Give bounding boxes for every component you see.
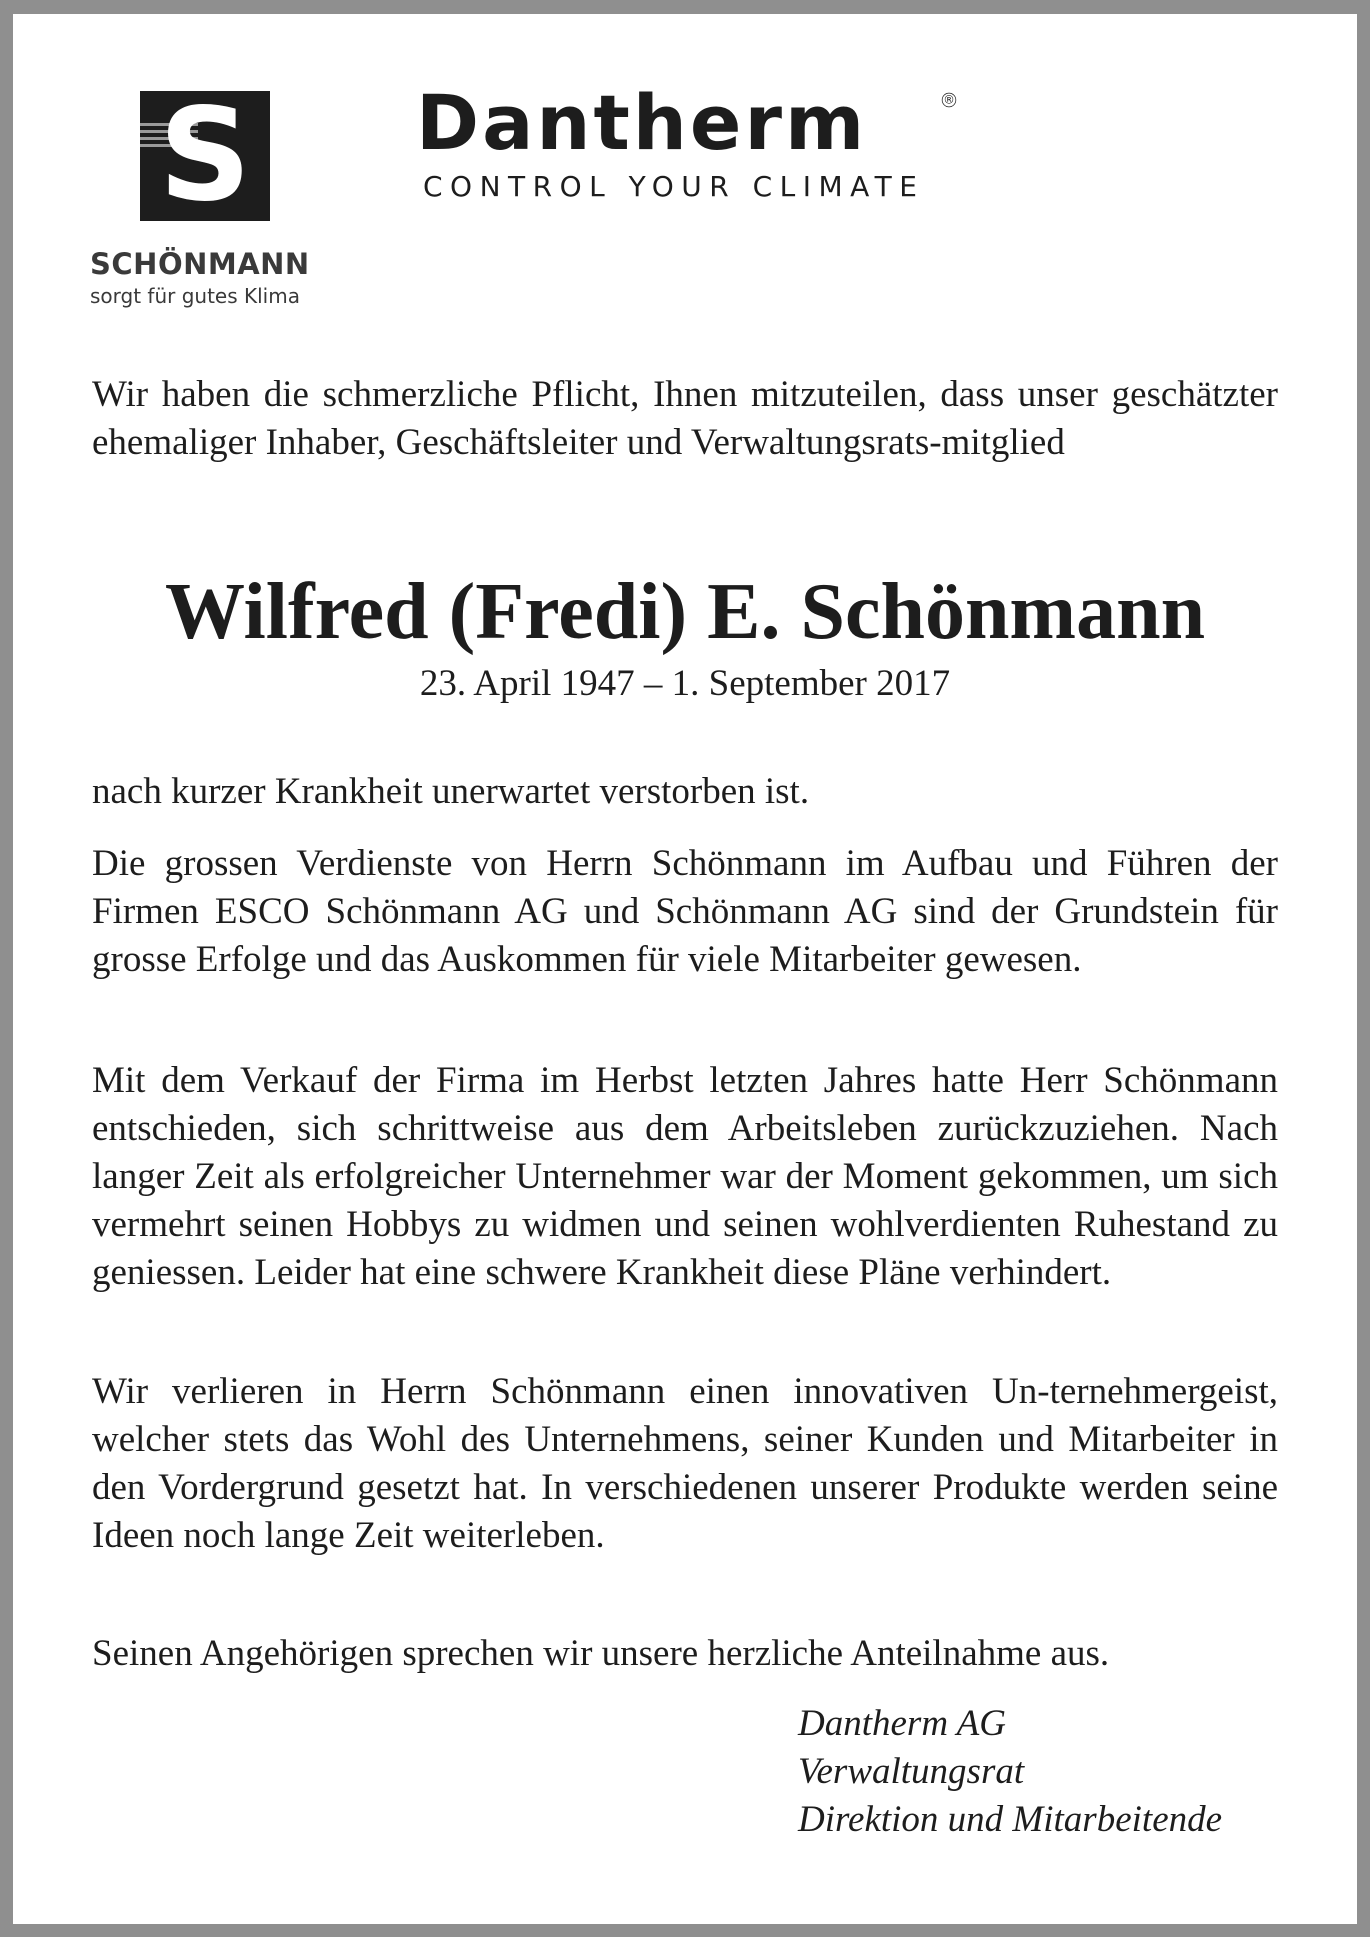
merits-paragraph: Die grossen Verdienste von Herrn Schönmann im Aufbau und Führen der Firmen ESCO Schönmann AG und Schönmann AG sind der Grundstein für grosse Erfolge und das Auskommen für viele Mitarbeiter gewesen. bbox=[92, 843, 1278, 980]
deceased-name: Wilfred (Fredi) E. Schönmann bbox=[164, 568, 1206, 656]
legacy-paragraph: Wir verlieren in Herrn Schönmann einen innovativen Un-ternehmergeist, welcher stets das Wohl des Unternehmens, seiner Kunden und Mitarbeiter in den Vordergrund gesetzt hat. In verschiedenen unserer Produkte werden seine Ideen noch lange Zeit weiterleben. bbox=[92, 1371, 1278, 1556]
passing-statement: nach kurzer Krankheit unerwartet verstorben ist. bbox=[92, 771, 810, 812]
schoenmann-brand-name: SCHÖNMANN bbox=[90, 247, 310, 281]
retirement-paragraph: Mit dem Verkauf der Firma im Herbst letzten Jahres hatte Herr Schönmann entschieden, sich schrittweise aus dem Arbeitsleben zurückzuziehen. Nach langer Zeit als erfolgreicher Unternehmer war der Moment gekommen, um sich vermehrt seinen Hobbys zu widmen und seinen wohlverdienten Ruhestand zu geniessen. Leider hat eine schwere Krankheit diese Pläne verhindert. bbox=[92, 1060, 1278, 1293]
dantherm-logo: Dantherm bbox=[416, 78, 868, 167]
dantherm-tagline: CONTROL YOUR CLIMATE bbox=[423, 170, 925, 203]
schoenmann-logo-mark bbox=[140, 91, 270, 221]
schoenmann-logo-letter: S bbox=[158, 91, 252, 221]
schoenmann-tagline: sorgt für gutes Klima bbox=[90, 284, 300, 308]
signature-board: Verwaltungsrat bbox=[798, 1751, 1025, 1792]
intro-paragraph: Wir haben die schmerzliche Pflicht, Ihnen mitzuteilen, dass unser geschätzter ehemaliger Inhaber, Geschäftsleiter und Verwaltungsrats-mitglied bbox=[92, 374, 1278, 463]
life-dates: 23. April 1947 – 1. September 2017 bbox=[419, 663, 951, 704]
condolence-paragraph: Seinen Angehörigen sprechen wir unsere herzliche Anteilnahme aus. bbox=[92, 1633, 1110, 1674]
signature-staff: Direktion und Mitarbeitende bbox=[798, 1799, 1223, 1840]
registered-mark: ® bbox=[943, 92, 955, 107]
signature-company: Dantherm AG bbox=[798, 1703, 1006, 1744]
signature-block bbox=[798, 1700, 1222, 1844]
